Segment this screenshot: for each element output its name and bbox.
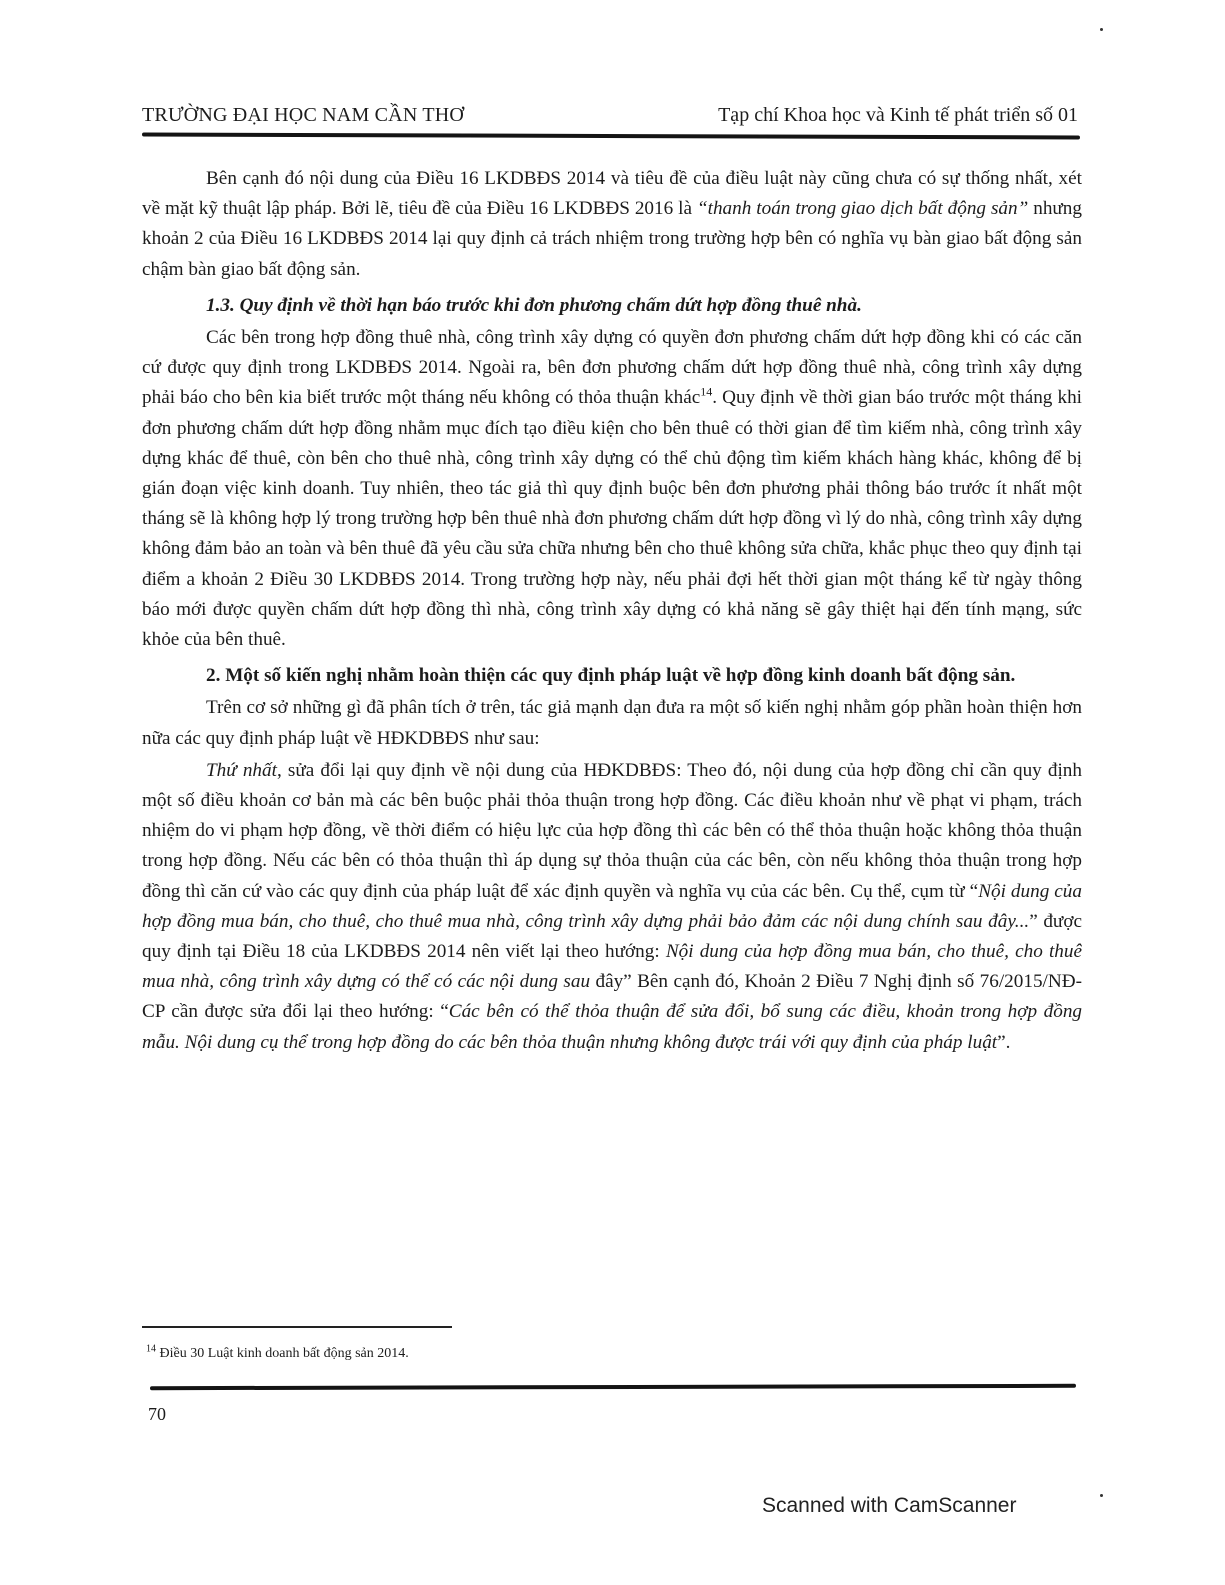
footnote-rule: [142, 1326, 452, 1328]
paragraph-1-italic-quote: “thanh toán trong giao dịch bất động sản”: [696, 198, 1029, 220]
body-text: [142, 164, 1082, 1058]
paragraph-4-italic-d: Nội dung của hợp đồng mua bán, cho thuê, cho thuê mua nhà, công trình xây dựng có thể có các nội dung sau: [142, 941, 1082, 993]
paragraph-3: Trên cơ sở những gì đã phân tích ở trên, tác giả mạnh dạn đưa ra một số kiến nghị nhằm góp phần hoàn thiện hơn nữa các quy định pháp luật về HĐKDBĐS như sau:: [142, 697, 1082, 749]
footnote-text: Điều 30 Luật kinh doanh bất động sản 2014.: [156, 1346, 409, 1361]
scan-speck: [1100, 28, 1103, 31]
paragraph-4-text-g: ”.: [997, 1031, 1011, 1053]
paragraph-1-text-a: Bên cạnh đó nội dung của Điều 16 LKDBĐS 2014 và tiêu đề của điều luật này cũng chưa có sự thống nhất, xét về mặt kỹ thuật lập pháp. Bởi lẽ, tiêu đề của Điều 16 LKDBĐS 2016 là: [142, 168, 1082, 220]
footnote-number: 14: [146, 1343, 156, 1355]
footer-rule: [150, 1384, 1076, 1390]
section-heading-2: 2. Một số kiến nghị nhằm hoàn thiện các quy định pháp luật về hợp đồng kinh doanh bất động sản.: [206, 665, 1016, 687]
header-journal: Tạp chí Khoa học và Kinh tế phát triển số 01: [718, 104, 1078, 126]
paragraph-2: [142, 323, 1082, 655]
paragraph-4-text-a: , sửa đổi lại quy định về nội dung của HĐKDBĐS: Theo đó, nội dung của hợp đồng chỉ cần quy định một số điều khoản cơ bản mà các bên buộc phải thỏa thuận trong hợp đồng. Các điều khoản như về phạt vi phạm, trách nhiệm do vi phạm hợp đồng, về thời điểm có hiệu lực của hợp đồng thì các bên có thể thỏa thuận hoặc không thỏa thuận trong hợp đồng. Nếu các bên có thỏa thuận thì áp dụng sự thỏa thuận của các bên, còn nếu không thỏa thuận trong hợp đồng thì căn cứ vào các quy định của pháp luật để xác định quyền và nghĩa vụ của các bên. Cụ thể, cụm từ “: [142, 759, 1082, 902]
paragraph-2-text-b: . Quy định về thời gian báo trước một tháng khi đơn phương chấm dứt hợp đồng nhằm mục đích tạo điều kiện cho bên thuê có thời gian để tìm kiếm nhà, công trình xây dựng khác để thuê, còn bên cho thuê nhà, công trình xây dựng có thể chủ động tìm kiếm khách hàng khác, không để bị gián đoạn việc kinh doanh. Tuy nhiên, theo tác giả thì quy định buộc bên đơn phương phải thông báo trước ít nhất một tháng sẽ là không hợp lý trong trường hợp bên thuê nhà đơn phương chấm dứt hợp đồng vì lý do nhà, công trình xây dựng không đảm bảo an toàn và bên thuê đã yêu cầu sửa chữa nhưng bên cho thuê không sửa chữa, khắc phục theo quy định tại điểm a khoản 2 Điều 30 LKDBĐS 2014. Trong trường hợp này, nếu phải đợi hết thời gian một tháng kể từ ngày thông báo mới được quyền chấm dứt hợp đồng thì nhà, công trình xây dựng có khả năng sẽ gây thiệt hại đến tính mạng, sức khỏe của bên thuê.: [142, 387, 1082, 651]
paragraph-4-text-c: ” được quy định tại Điều 18 của LKDBĐS 2014 nên viết lại theo hướng:: [142, 910, 1082, 963]
paragraph-4-italic-b: Nội dung của hợp đồng mua bán, cho thuê, cho thuê mua nhà, công trình xây dựng phải bảo đảm các nội dung chính sau đây...: [142, 880, 1082, 932]
paragraph-4-text-e: đây” Bên cạnh đó, Khoản 2 Điều 7 Nghị định số 76/2015/NĐ-CP cần được sửa đổi lại theo hướng: “: [142, 971, 1082, 1023]
page-number: 70: [148, 1404, 166, 1424]
paragraph-2-text-a: Các bên trong hợp đồng thuê nhà, công trình xây dựng có quyền đơn phương chấm dứt hợp đồng khi có các căn cứ được quy định trong LKDBĐS 2014. Ngoài ra, bên đơn phương chấm dứt hợp đồng thuê nhà, công trình xây dựng phải báo cho bên kia biết trước một tháng nếu không có thỏa thuận khác: [142, 327, 1082, 409]
paragraph-4: [142, 756, 1082, 1058]
footnote-ref-14: 14: [700, 385, 713, 400]
scanner-watermark: Scanned with CamScanner: [762, 1494, 1017, 1517]
header-rule: [142, 133, 1080, 140]
paragraph-1-text-c: nhưng khoản 2 của Điều 16 LKDBĐS 2014 lại quy định cả trách nhiệm trong trường hợp bên có nghĩa vụ bàn giao bất động sản chậm bàn giao bất động sản.: [142, 198, 1082, 280]
paragraph-1: [142, 164, 1082, 285]
paragraph-4-italic-f: Các bên có thể thỏa thuận để sửa đổi, bổ sung các điều, khoản trong hợp đồng mẫu. Nội dung cụ thể trong hợp đồng do các bên thỏa thuận nhưng không được trái với quy định của pháp luật: [142, 1001, 1083, 1053]
running-header: [142, 100, 1078, 130]
paragraph-4-lead: Thứ nhất: [206, 759, 277, 781]
section-heading-1-3: 1.3. Quy định về thời hạn báo trước khi đơn phương chấm dứt hợp đồng thuê nhà.: [206, 294, 862, 316]
scan-speck-bottom: [1100, 1494, 1103, 1497]
footnote-14: [146, 1343, 409, 1362]
header-institution: TRƯỜNG ĐẠI HỌC NAM CẦN THƠ: [142, 104, 465, 126]
